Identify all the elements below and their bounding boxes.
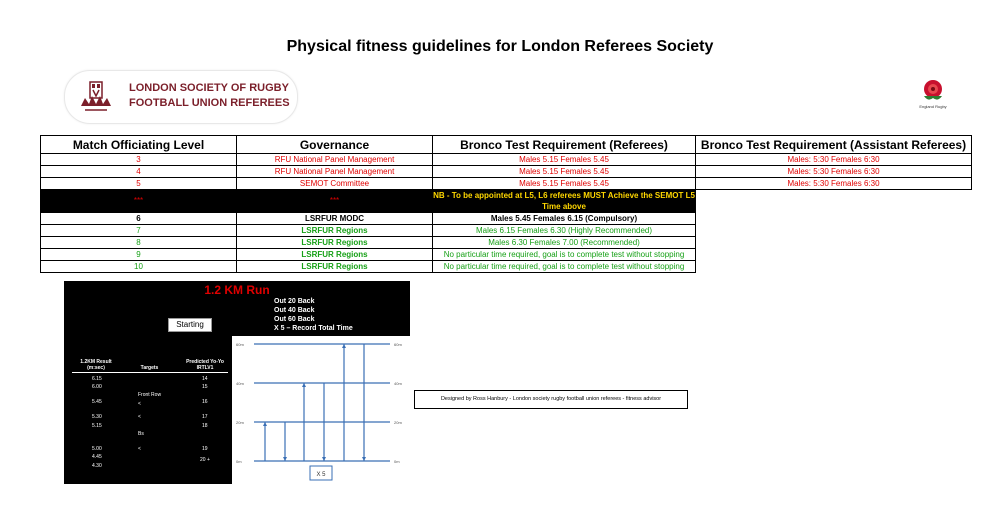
right-mark-20: 20m — [394, 420, 402, 425]
result-time: 5.45 — [92, 399, 102, 405]
result-predicted: 17 — [202, 414, 208, 420]
referees-cell: Males 5.45 Females 6.15 (Compulsory) — [433, 213, 696, 225]
level-cell: 10 — [41, 261, 237, 273]
note-text-after: Achieve the SEMOT L5 Time above — [542, 191, 695, 211]
referees-cell: No particular time required, goal is to complete test without stopping — [433, 261, 696, 273]
crest-emblem-icon — [75, 76, 117, 118]
result-predicted: 18 — [202, 423, 208, 429]
governance-cell: LSRFUR Regions — [237, 225, 433, 237]
instruction-line: Out 40 Back — [274, 307, 315, 314]
results-header-divider — [72, 372, 228, 373]
note-text-emphasis: MUST — [583, 191, 606, 200]
run-instructions — [274, 297, 353, 333]
referees-cell: No particular time required, goal is to complete test without stopping — [433, 249, 696, 261]
level-cell: 7 — [41, 225, 237, 237]
table-row — [41, 213, 972, 225]
result-time: 4.30 — [92, 463, 102, 469]
header-governance: Governance — [237, 136, 433, 154]
result-predicted: 14 — [202, 376, 208, 382]
right-mark-40: 40m — [394, 381, 402, 386]
governance-cell: LSRFUR Regions — [237, 249, 433, 261]
result-predicted: 19 — [202, 446, 208, 452]
table-row — [41, 261, 972, 273]
governance-cell: RFU National Panel Management — [237, 166, 433, 178]
note-text-before: NB - To be appointed at L5, L6 referees — [433, 191, 584, 200]
left-mark-60: 60m — [236, 342, 244, 347]
assistant-cell: Males: 5:30 Females 6:30 — [696, 166, 972, 178]
result-predicted: 16 — [202, 399, 208, 405]
left-mark-20: 20m — [236, 420, 244, 425]
page-title: Physical fitness guidelines for London Referees Society — [286, 38, 714, 55]
referees-cell: Males 5.15 Females 5.45 — [433, 154, 696, 166]
governance-cell: RFU National Panel Management — [237, 154, 433, 166]
table-row — [41, 154, 972, 166]
blank-cell — [696, 190, 972, 213]
shuttle-diagram-svg — [232, 336, 410, 484]
result-target: < — [138, 414, 141, 420]
blank-cell — [696, 225, 972, 237]
right-mark-60: 60m — [394, 342, 402, 347]
result-time: 6.00 — [92, 384, 102, 390]
results-header-targets: Targets — [140, 365, 159, 371]
designer-credit: Designed by Ross Hanbury - London society rugby football union referees - fitness advisor — [414, 390, 688, 409]
results-header-predicted: Predicted Yo-Yo IRTLV1 — [186, 359, 224, 371]
governance-cell: LSRFUR MODC — [237, 213, 433, 225]
rose-caption: England Rugby — [919, 104, 947, 109]
table-row — [41, 225, 972, 237]
result-predicted: 15 — [202, 384, 208, 390]
blank-cell — [696, 249, 972, 261]
result-predicted: 20 + — [200, 457, 210, 463]
result-target: < — [138, 401, 141, 407]
instruction-line: Out 20 Back — [274, 298, 315, 305]
rose-icon — [918, 76, 948, 105]
table-header-row — [41, 136, 972, 154]
level-cell: 6 — [41, 213, 237, 225]
instruction-line: X 5 – Record Total Time — [274, 325, 353, 332]
table-row — [41, 178, 972, 190]
left-mark-0: 0m — [236, 459, 242, 464]
note-text-cell — [433, 190, 696, 213]
run-info-panel — [64, 281, 410, 484]
governance-cell: SEMOT Committee — [237, 178, 433, 190]
level-cell: 4 — [41, 166, 237, 178]
result-target: < — [138, 446, 141, 452]
result-time: 5.15 — [92, 423, 102, 429]
header-assistant-referees: Bronco Test Requirement (Assistant Referees) — [696, 136, 972, 154]
result-time: 6.15 — [92, 376, 102, 382]
blank-cell — [696, 213, 972, 225]
blank-cell — [696, 237, 972, 249]
england-rugby-rose-logo — [918, 76, 948, 116]
governance-cell: LSRFUR Regions — [237, 237, 433, 249]
logo-text-line2: FOOTBALL UNION REFEREES — [129, 97, 290, 109]
fitness-guidelines-table — [40, 135, 972, 273]
referees-cell: Males 6.30 Females 7.00 (Recommended) — [433, 237, 696, 249]
note-row — [41, 190, 972, 213]
run-diagram — [232, 336, 410, 484]
instruction-line: Out 60 Back — [274, 316, 315, 323]
results-header-time: 1.2KM Result (m:sec) — [80, 359, 112, 371]
level-cell: 8 — [41, 237, 237, 249]
logo-text-line1: LONDON SOCIETY OF RUGBY — [129, 82, 289, 94]
header-level: Match Officiating Level — [41, 136, 237, 154]
run-title: 1.2 KM Run — [204, 283, 270, 297]
left-mark-40: 40m — [236, 381, 244, 386]
referees-cell: Males 5.15 Females 5.45 — [433, 166, 696, 178]
result-time: 5.30 — [92, 414, 102, 420]
header-referees: Bronco Test Requirement (Referees) — [433, 136, 696, 154]
governance-cell: LSRFUR Regions — [237, 261, 433, 273]
result-time: 4.45 — [92, 454, 102, 460]
assistant-cell: Males: 5:30 Females 6:30 — [696, 154, 972, 166]
result-target: Bs — [138, 431, 144, 437]
result-target: Front Row — [138, 392, 162, 398]
right-mark-0: 0m — [394, 459, 400, 464]
note-governance-cell: *** — [237, 190, 433, 213]
table-row — [41, 166, 972, 178]
result-time: 5.00 — [92, 446, 102, 452]
repeat-label: X 5 — [316, 472, 326, 478]
assistant-cell: Males: 5:30 Females 6:30 — [696, 178, 972, 190]
table-row — [41, 237, 972, 249]
lsrfur-logo — [64, 70, 298, 124]
blank-cell — [696, 261, 972, 273]
note-level-cell: *** — [41, 190, 237, 213]
level-cell: 9 — [41, 249, 237, 261]
level-cell: 3 — [41, 154, 237, 166]
starting-label: Starting — [168, 318, 212, 332]
level-cell: 5 — [41, 178, 237, 190]
referees-cell: Males 6.15 Females 6.30 (Highly Recommended) — [433, 225, 696, 237]
referees-cell: Males 5.15 Females 5.45 — [433, 178, 696, 190]
table-row — [41, 249, 972, 261]
